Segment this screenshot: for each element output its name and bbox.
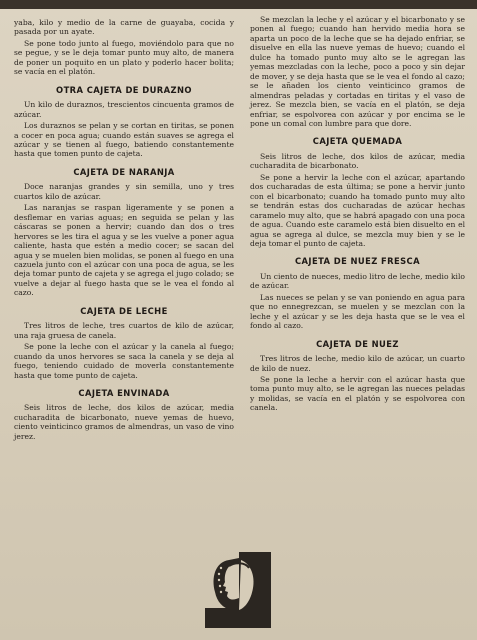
method-paragraph: Se pone la leche con el azúcar y la canela al fuego; cuando da unos hervores se saca la canela y se deja al fuego, teniendo cuidado de moverla constantemente hasta que tome punto de cajeta. <box>14 342 234 380</box>
recipe-title-cajeta-de-leche: CAJETA DE LECHE <box>80 305 168 316</box>
ingredients-paragraph: Tres litros de leche, tres cuartos de kilo de azúcar, una raja gruesa de canela. <box>14 321 234 340</box>
intro-paragraph: Se pone todo junto al fuego, moviéndolo para que no se pegue, y se le deja tomar punto muy alto, de manera de poner un poquito en un plato y poderlo hacer bolita; se vacía en el platón. <box>14 38 234 77</box>
method-paragraph: Los duraznos se pelan y se cortan en tiritas, se ponen a cocer en poca agua; cuando están suaves se agrega el azúcar y se tienen al fuego, batiendo constantemente hasta que tomen punto de cajeta. <box>14 121 234 159</box>
ingredients-paragraph: Un ciento de nueces, medio litro de leche, medio kilo de azúcar. <box>250 271 465 291</box>
method-paragraph: Se pone a hervir la leche con el azúcar, apartando dos cucharadas de esta última; se pone a hervir junto con el bicarbonato; cuando ha tomado punto muy alto se tendrán estas dos cucharadas de azúcar hechas caramelo muy alto, que se habrá apagado con una poca de agua. Cuando este caramelo está bien disuelto en el agua se agrega al dulce, se mezcla muy bien y se le deja tomar el punto de cajeta. <box>250 172 465 248</box>
method-paragraph: Las naranjas se raspan ligeramente y se ponen a desflemar en varias aguas; en seguida se pelan y las cáscaras se ponen a hervir; cuando dan dos o tres hervores se les tira el agua y se les vuelve a poner agua caliente, hasta que estén a medio cocer; se sacan del agua y se muelen bien molidas, se ponen al fuego en una cazuela junto con el azúcar con una poca de agua, se les deja tomar punto de cajeta y se agrega el jugo colado; se vuelve a dejar al fuego hasta que se le vea el fondo al cazo. <box>14 203 234 298</box>
ingredients-paragraph: Tres litros de leche, medio kilo de azúcar, un cuarto de kilo de nuez. <box>250 354 465 373</box>
intro-paragraph: yaba, kilo y medio de la carne de guayaba, cocida y pasada por un ayate. <box>14 18 234 37</box>
woman-profile-emblem-icon <box>205 550 273 630</box>
method-paragraph: Se mezclan la leche y el azúcar y el bicarbonato y se ponen al fuego; cuando han hervido media hora se aparta un poco de la leche que se ha dejado enfriar, se disuelve en ella las nueve yemas de huevo; cuando el dulce ha tomado punto muy alto se le agregan las yemas mezcladas con la leche, poco a poco y sin dejar de mover, y se deja hasta que se le vea el fondo al cazo; se le añaden los ciento veinticinco gramos de almendras peladas y cortadas en tiritas y el vaso de jerez. Se mezcla bien, se vacía en el platón, se deja enfriar, se espolvorea con azúcar y por encima se le pone un comal con lumbre para que dore. <box>250 15 465 128</box>
recipe-title-otra-cajeta-de-durazno: OTRA CAJETA DE DURAZNO <box>56 84 192 95</box>
top-rule <box>0 0 477 9</box>
recipe-title-cajeta-quemada: CAJETA QUEMADA <box>312 136 403 147</box>
left-column <box>14 18 234 443</box>
recipe-title-cajeta-de-nuez-fresca: CAJETA DE NUEZ FRESCA <box>295 256 420 267</box>
method-paragraph: Se pone la leche a hervir con el azúcar hasta que toma punto muy alto, se le agregan las nueces peladas y molidas, se vacía en el platón y se espolvorea con canela. <box>250 374 465 413</box>
recipe-title-cajeta-de-nuez: CAJETA DE NUEZ <box>316 338 399 349</box>
ingredients-paragraph: Doce naranjas grandes y sin semilla, uno y tres cuartos kilo de azúcar. <box>14 182 234 201</box>
right-column <box>250 15 465 415</box>
ingredients-paragraph: Un kilo de duraznos, trescientos cincuenta gramos de azúcar. <box>14 100 234 119</box>
ingredients-paragraph: Seis litros de leche, dos kilos de azúcar, media cucharadita de bicarbonato. <box>250 151 465 171</box>
ingredients-paragraph: Seis litros de leche, dos kilos de azúcar, media cucharadita de bicarbonato, nueve yemas de huevo, ciento veinticinco gramos de almendras, un vaso de vino jerez. <box>14 403 234 441</box>
method-paragraph: Las nueces se pelan y se van poniendo en agua para que no ennegrezcan, se muelen y se mezclan con la leche y el azúcar y se les deja hasta que se le vea el fondo al cazo. <box>250 292 465 331</box>
recipe-title-cajeta-de-naranja: CAJETA DE NARANJA <box>73 166 175 177</box>
recipe-title-cajeta-envinada: CAJETA ENVINADA <box>78 387 170 398</box>
